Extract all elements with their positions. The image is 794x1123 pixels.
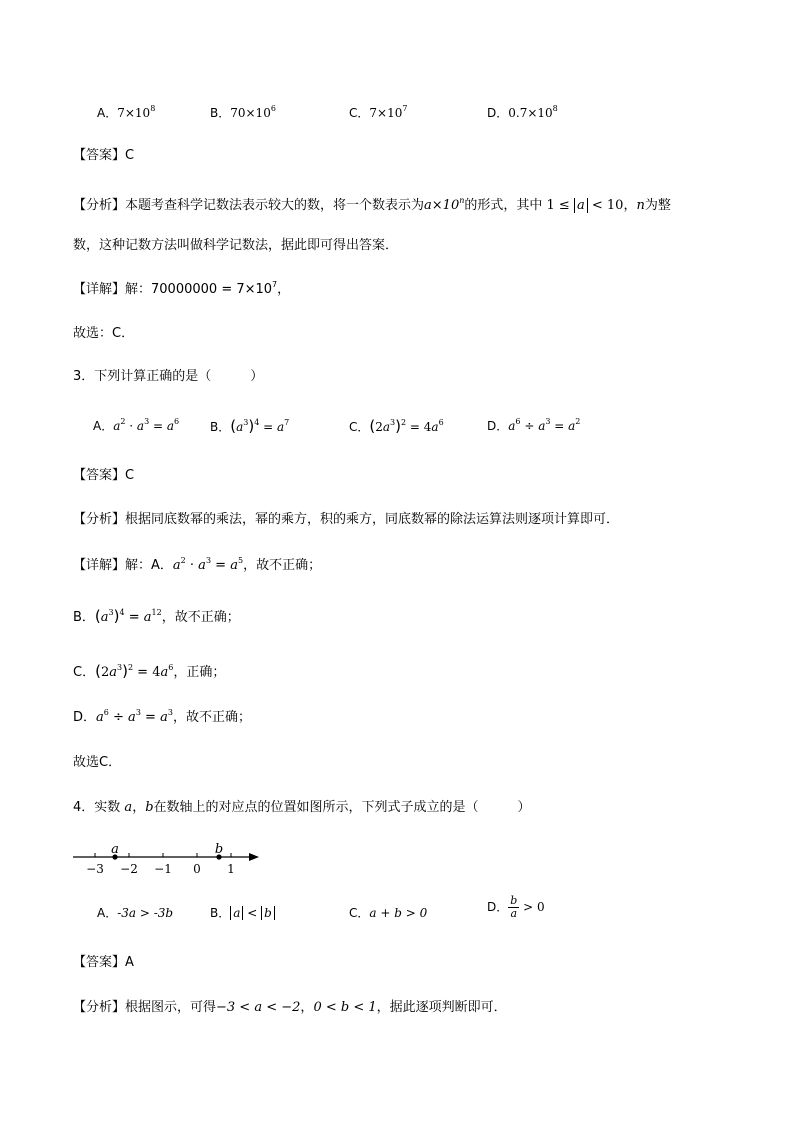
q3-detail-c: C．$(2a^3)^2 = 4a^6$，正确； [73, 662, 226, 680]
q3-detail-d: D．$a^6 \div a^3 = a^3$，故不正确； [73, 708, 251, 725]
tick-label-neg1: −1 [154, 862, 172, 876]
q3-stem: 3．下列计算正确的是（ ） [73, 369, 264, 384]
point-a-label: a [111, 843, 119, 857]
point-b-label: b [214, 843, 224, 857]
q4-analysis: 【分析】根据图示，可得−3 < a < −2，0 < b < 1，据此逐项判断即可． [73, 1000, 507, 1015]
q3-detail-a: 【详解】解：A．$a^2 \cdot a^3 = a^5$，故不正确； [73, 556, 322, 573]
tick-label-neg3: −3 [86, 862, 104, 876]
tick-label-neg2: −2 [120, 862, 138, 876]
tick-label-1: 1 [227, 862, 235, 876]
q3-option-b: B．$(a^3)^4 = a^7$ [210, 417, 290, 435]
q2-option-c: C．$7\times 10^7$ [349, 104, 408, 120]
q3-option-d: D．$a^6 \div a^3 = a^2$ [487, 417, 581, 433]
q2-detail: 【详解】解：$70000000 = 7\times 10^7$， [73, 280, 291, 297]
number-line [73, 843, 273, 879]
q3-detail-b: B．$(a^3)^4 = a^{12}$，故不正确； [73, 607, 240, 625]
q2-option-d: D．$0.7\times 10^8$ [487, 104, 558, 120]
q3-analysis: 【分析】根据同底数幂的乘法，幂的乘方，积的乘方，同底数幂的除法运算法则逐项计算即可． [73, 512, 620, 527]
q2-analysis-line1: 【分析】本题考查科学记数法表示较大的数，将一个数表示为$a\times 10^n$的形式，其中 1 ≤ a < 10，n为整 [73, 196, 671, 213]
q3-choose: 故选C． [73, 755, 122, 770]
q4-option-b: B． a < b [210, 903, 275, 923]
q2-analysis-line2: 数，这种记数方法叫做科学记数法，据此即可得出答案． [73, 238, 399, 253]
q4-option-c: C．a + b > 0 [349, 906, 428, 920]
q2-option-b: B．$70\times 10^6$ [210, 104, 276, 120]
q4-answer: 【答案】A [73, 955, 134, 970]
q4-stem: 4．实数 a，b在数轴上的对应点的位置如图所示，下列式子成立的是（ ） [73, 800, 531, 815]
q3-option-a: A．$a^2 \cdot a^3 = a^6$ [93, 417, 180, 433]
q3-answer: 【答案】C [73, 468, 135, 483]
q3-option-c: C．$(2a^3)^2 = 4a^6$ [349, 417, 444, 435]
fraction-b-over-a: $\frac{b}{a}$ [510, 894, 518, 920]
q2-answer: 【答案】C [73, 148, 135, 163]
q2-option-a: A．$7\times 10^8$ [97, 104, 156, 120]
q4-option-a: A．-3a > -3b [97, 906, 174, 920]
tick-label-0: 0 [193, 862, 201, 876]
q2-choose: 故选：C． [73, 326, 135, 341]
number-line-arrow [249, 853, 259, 861]
q4-option-d: D． $\frac{b}{a}$ > 0 [487, 894, 545, 920]
